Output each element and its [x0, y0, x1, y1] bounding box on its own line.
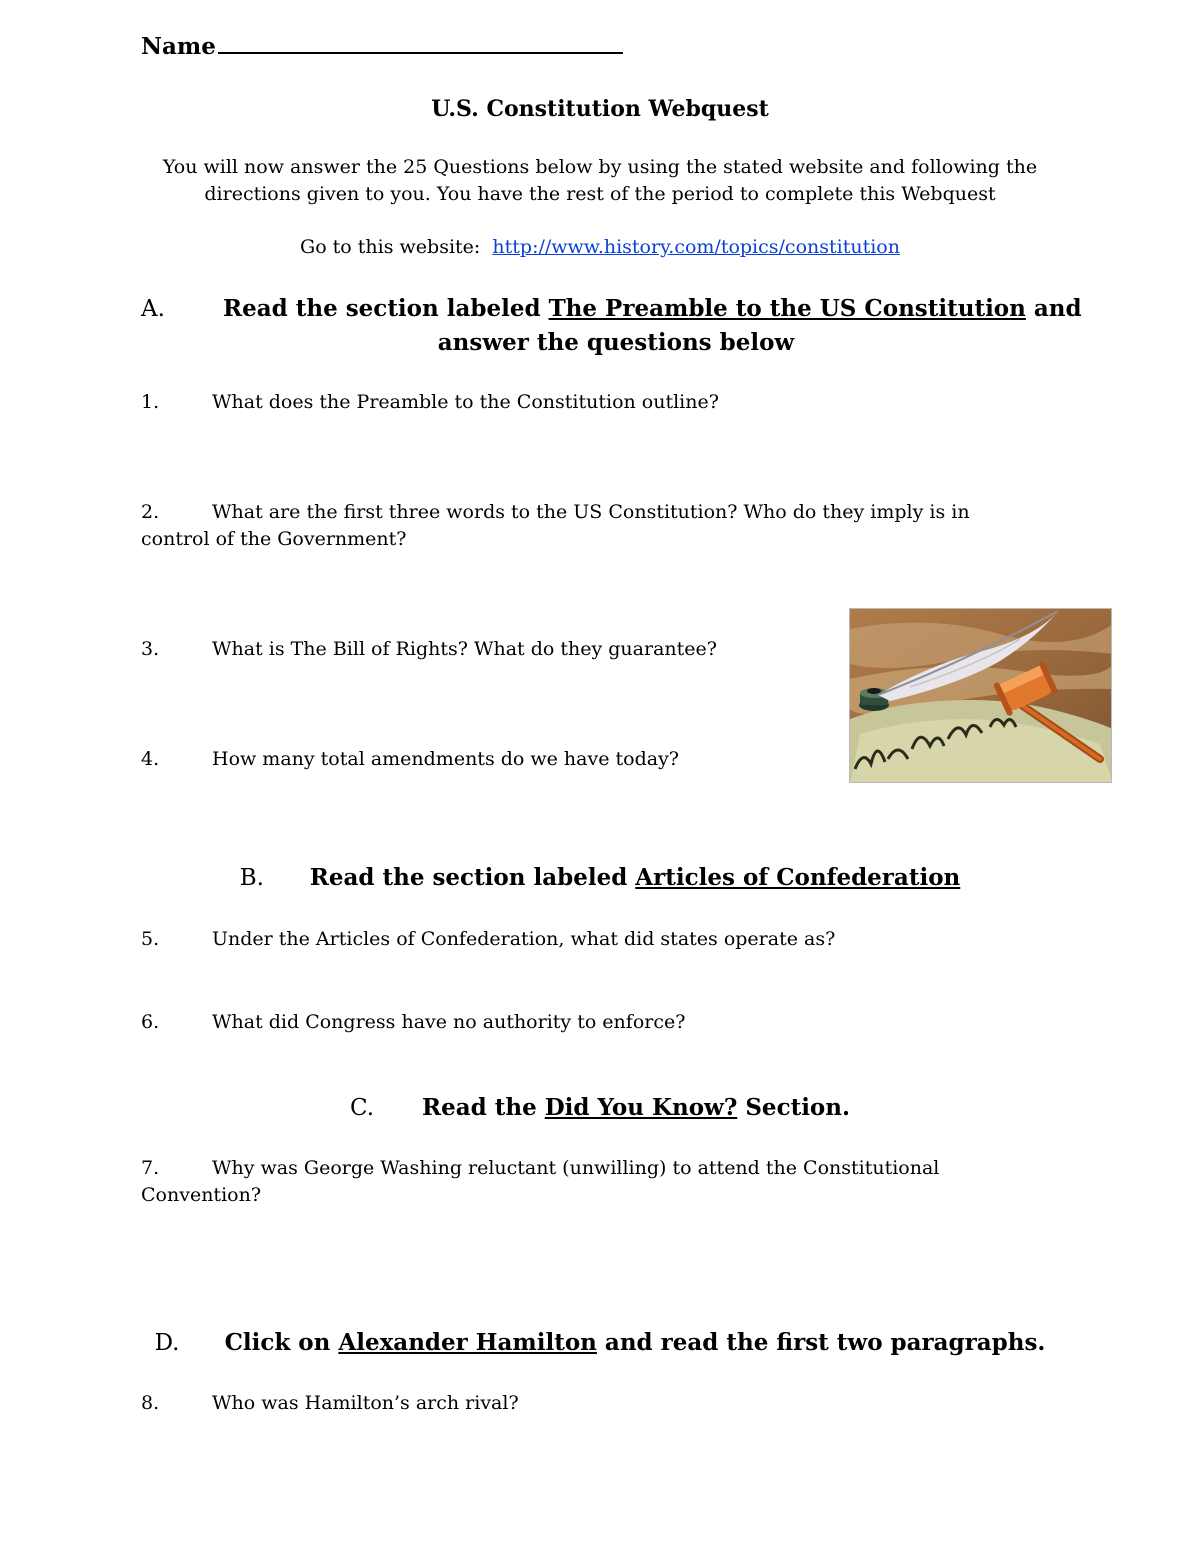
question-number: 6. [141, 1011, 160, 1033]
intro-line-1: You will now answer the 25 Questions below by using the stated website and following the [162, 156, 1038, 178]
section-b-heading [0, 861, 1200, 895]
question-7 [141, 1155, 1021, 1209]
question-3 [141, 636, 717, 663]
section-d-heading [0, 1326, 1200, 1360]
section-b-pre: Read the section labeled [309, 864, 636, 891]
question-text: Under the Articles of Confederation, what did states operate as? [212, 928, 836, 950]
question-number: 4. [141, 748, 160, 770]
question-text: What are the first three words to the US Constitution? Who do they imply is in [212, 501, 970, 523]
section-d-link: Alexander Hamilton [338, 1329, 597, 1356]
section-d-letter: D. [154, 1330, 180, 1356]
question-number: 5. [141, 928, 160, 950]
section-d-post: and read the first two paragraphs. [596, 1329, 1046, 1356]
question-text: What does the Preamble to the Constitution outline? [212, 391, 719, 413]
section-a-pre: Read the section labeled [223, 295, 549, 322]
question-number: 1. [141, 391, 160, 413]
section-c-post: Section. [737, 1094, 850, 1121]
section-b-letter: B. [239, 865, 264, 891]
question-6 [141, 1009, 685, 1036]
question-text-continued: control of the Government? [141, 528, 407, 550]
name-field [141, 30, 623, 60]
question-4 [141, 746, 679, 773]
section-a-line-2: answer the questions below [437, 329, 795, 356]
website-instruction [0, 236, 1200, 258]
section-b-link: Articles of Confederation [635, 864, 961, 891]
section-a-post: and [1025, 295, 1082, 322]
question-text: What did Congress have no authority to enforce? [212, 1011, 686, 1033]
question-text: Who was Hamilton’s arch rival? [212, 1392, 519, 1414]
intro-paragraph [120, 154, 1080, 208]
constitution-clipart [849, 608, 1112, 783]
constitution-illustration [850, 609, 1112, 783]
section-a-link: The Preamble to the US Constitution [548, 295, 1026, 322]
section-a-heading [141, 292, 1082, 359]
page-title: U.S. Constitution Webquest [431, 96, 769, 122]
question-8 [141, 1390, 519, 1417]
section-c-letter: C. [349, 1095, 375, 1121]
question-text: What is The Bill of Rights? What do they guarantee? [212, 638, 717, 660]
question-1 [141, 389, 719, 416]
name-label: Name [141, 33, 216, 60]
question-2 [141, 499, 1021, 553]
question-number: 8. [141, 1392, 160, 1414]
question-text-continued: Convention? [141, 1184, 262, 1206]
section-c-link: Did You Know? [544, 1094, 738, 1121]
question-text: How many total amendments do we have today? [212, 748, 679, 770]
section-a-letter: A. [141, 296, 165, 322]
website-link[interactable]: http://www.history.com/topics/constitution [492, 236, 900, 258]
section-c-heading [0, 1091, 1200, 1125]
question-number: 2. [141, 501, 160, 523]
website-label: Go to this website: [300, 236, 481, 258]
question-5 [141, 926, 835, 953]
question-text: Why was George Washing reluctant (unwilling) to attend the Constitutional [212, 1157, 940, 1179]
name-blank-line [218, 30, 623, 54]
question-number: 3. [141, 638, 160, 660]
question-number: 7. [141, 1157, 160, 1179]
section-c-pre: Read the [421, 1094, 545, 1121]
intro-line-2: directions given to you. You have the rest of the period to complete this Webquest [204, 183, 996, 205]
section-d-pre: Click on [224, 1329, 339, 1356]
